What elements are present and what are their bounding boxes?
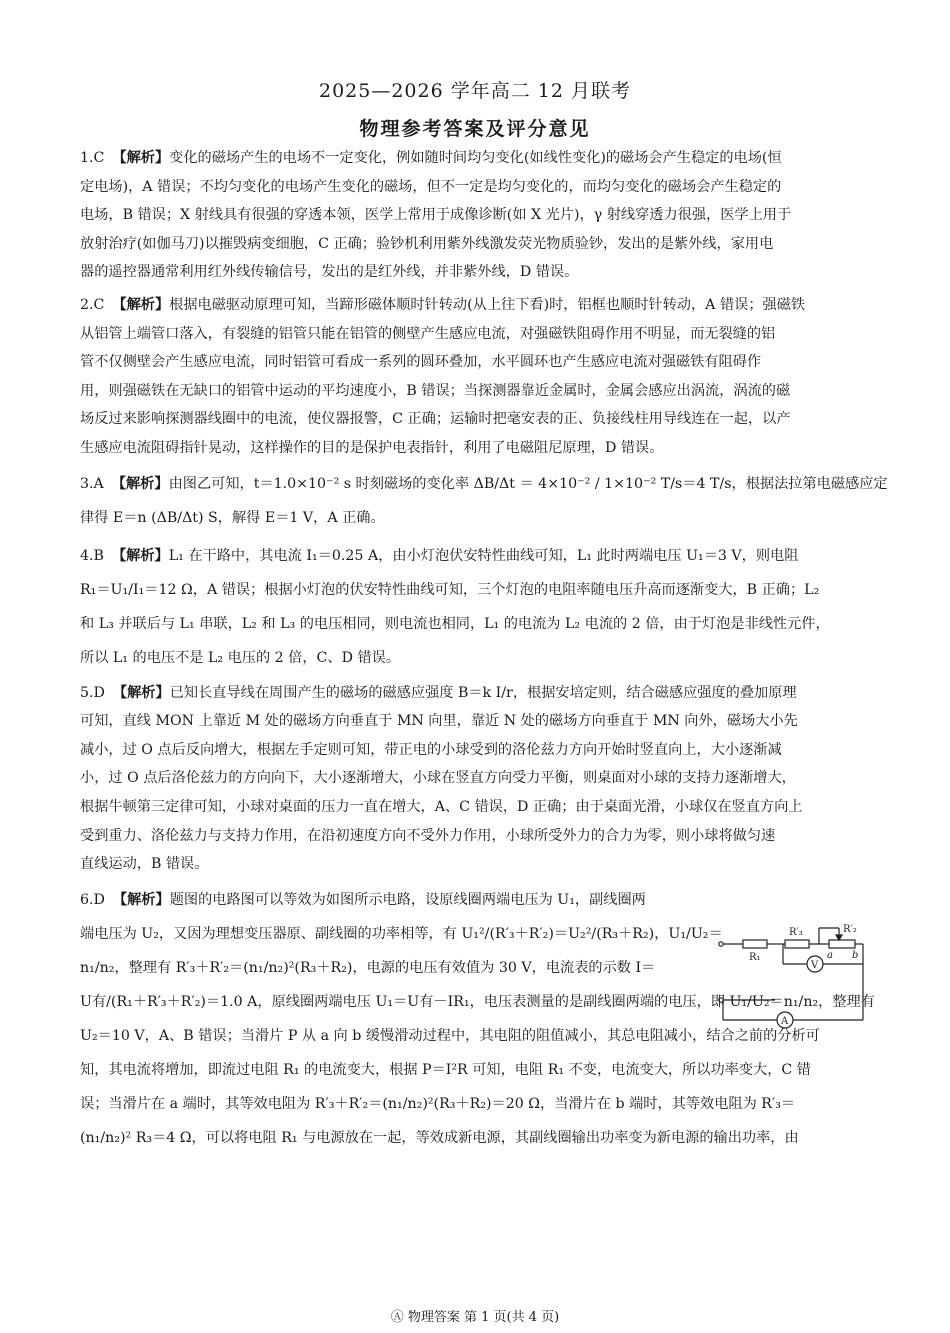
answer-line: 变化的磁场产生的电场不一定变化，例如随时间均匀变化(如线性变化)的磁场会产生稳定的电场(恒 xyxy=(169,150,782,166)
answer-number: 5.D xyxy=(80,684,105,701)
label-b: b xyxy=(852,950,859,961)
label-a: a xyxy=(827,950,833,961)
answer-line: 器的遥控器通常利用红外线传输信号，发出的是红外线，并非紫外线，D 错误。 xyxy=(80,264,579,281)
answer-line: 定电场)，A 错误；不均匀变化的电场产生变化的磁场，但不一定是均匀变化的，而均匀变化的磁场会产生稳定的 xyxy=(80,178,782,195)
slider-arrow-icon xyxy=(836,935,842,940)
answer-line: 场反过来影响探测器线圈中的电流，使仪器报警，C 正确；运输时把毫安表的正、负接线柱用导线连在一起，以产 xyxy=(80,411,791,428)
answer-number: 3.A xyxy=(80,475,104,492)
answer-line: 由图乙可知，t＝1.0×10⁻² s 时刻磁场的变化率 ΔB/Δt ＝ 4×10⁻² / 1×10⁻² T/s＝4 T/s，根据法拉第电磁感应定 xyxy=(168,475,888,492)
answer-line: 管不仅侧壁会产生感应电流，同时铝管可看成一系列的圆环叠加，水平圆环也产生感应电流对强磁铁有阻碍作 xyxy=(80,354,762,371)
page-footer: Ⓐ 物理答案 第 1 页(共 4 页) xyxy=(390,1310,560,1325)
answer-item-3 xyxy=(80,467,888,535)
answer-line: 题图的电路图可以等效为如图所示电路，设原线圈两端电压为 U₁，副线圈两 xyxy=(169,891,646,908)
answer-line: 用，则强磁铁在无缺口的铝管中运动的平均速度小，B 错误；当探测器靠近金属时，金属会感应出涡流，涡流的磁 xyxy=(80,382,791,399)
answer-line: (n₁/n₂)² R₃＝4 Ω，可以将电阻 R₁ 与电源放在一起，等效成新电源，其副线圈输出功率变为新电源的输出功率，由 xyxy=(80,1129,799,1146)
exam-title: 2025—2026 学年高二 12 月联考 xyxy=(318,80,631,102)
answer-number: 1.C xyxy=(80,150,105,166)
answer-item-4 xyxy=(80,539,872,675)
answer-line: n₁/n₂，整理有 R′₃＋R′₂＝(n₁/n₂)²(R₃＋R₂)，电源的电压有效值为 30 V，电流表的示数 I＝ xyxy=(80,959,656,976)
resistor-r3 xyxy=(785,940,809,948)
answer-line: 电场，B 错误；X 射线具有很强的穿透本领，医学上常用于成像诊断(如 X 光片)，γ 射线穿透力很强，医学上用于 xyxy=(80,207,792,224)
answer-line: 小，过 O 点后洛伦兹力的方向向下，大小逐渐增大，小球在竖直方向受力平衡，则桌面对小球的支持力逐渐增大， xyxy=(80,770,796,787)
answer-line: 受到重力、洛伦兹力与支持力作用，在沿初速度方向不受外力作用，小球所受外力的合力为零，则小球将做匀速 xyxy=(80,827,776,844)
answer-number: 6.D xyxy=(80,891,105,908)
page-subtitle: 物理参考答案及评分意见 xyxy=(359,118,591,140)
answer-item-5 xyxy=(80,679,872,879)
answer-line: 直线运动，B 错误。 xyxy=(80,856,209,873)
circuit-diagram xyxy=(715,920,875,1030)
analysis-tag: 【解析】 xyxy=(112,891,170,908)
answer-line: 误；当滑片在 a 端时，其等效电阻为 R′₃＋R′₂＝(n₁/n₂)²(R₃＋R₂)＝20 Ω，当滑片在 b 端时，其等效电阻为 R′₃＝ xyxy=(80,1095,796,1112)
analysis-tag: 【解析】 xyxy=(112,296,170,313)
answer-number: 4.B xyxy=(80,547,104,564)
answer-item-1 xyxy=(80,144,872,287)
label-voltmeter: V xyxy=(811,960,819,971)
answer-line: 根据电磁驱动原理可知，当蹄形磁体顺时针转动(从上往下看)时，铝框也顺时针转动，A 错误；强磁铁 xyxy=(169,296,806,313)
resistor-r1 xyxy=(743,940,767,948)
analysis-tag: 【解析】 xyxy=(111,475,169,492)
answer-item-2 xyxy=(80,291,872,463)
answer-line: 端电压为 U₂，又因为理想变压器原、副线圈的功率相等，有 U₁²/(R′₃＋R′₂)＝U₂²/(R₃＋R₂)，U₁/U₂＝ xyxy=(80,925,723,942)
answer-line: 减小，过 O 点后反向增大，根据左手定则可知，带正电的小球受到的洛伦兹力方向开始时竖直向上，大小逐渐减 xyxy=(80,741,782,758)
analysis-tag: 【解析】 xyxy=(112,684,170,701)
answer-line: 生感应电流阻碍指针晃动，这样操作的目的是保护电表指针，利用了电磁阻尼原理，D 错误。 xyxy=(80,439,664,456)
answer-line: U有/(R₁＋R′₃＋R′₂)＝1.0 A，原线圈两端电压 U₁＝U有－IR₁，电压表测量的是副线圈两端的电压，即 U₁/U₂＝n₁/n₂，整理有 xyxy=(80,993,875,1010)
answer-line: 知，其电流将增加，即流过电阻 R₁ 的电流变大，根据 P＝I²R 可知，电阻 R₁ 不变，电流变大，所以功率变大，C 错 xyxy=(80,1061,811,1078)
answer-line: U₂＝10 V，A、B 错误；当滑片 P 从 a 向 b 缓慢滑动过程中，其电阻的阻值减小，其总电阻减小，结合之前的分析可 xyxy=(80,1027,820,1044)
label-ammeter: A xyxy=(781,1016,789,1027)
answer-line: 所以 L₁ 的电压不是 L₂ 电压的 2 倍，C、D 错误。 xyxy=(80,649,401,666)
answer-line: 和 L₃ 并联后与 L₁ 串联，L₂ 和 L₃ 的电压相同，则电流也相同，L₁ 的电流为 L₂ 电流的 2 倍，由于灯泡是非线性元件， xyxy=(80,615,830,632)
answer-line: 根据牛顿第三定律可知，小球对桌面的压力一直在增大，A、C 错误，D 正确；由于桌面光滑，小球仅在竖直方向上 xyxy=(80,798,803,815)
answer-line: L₁ 在干路中，其电流 I₁＝0.25 A，由小灯泡伏安特性曲线可知，L₁ 此时两端电压 U₁＝3 V，则电阻 xyxy=(168,547,799,564)
analysis-tag: 【解析】 xyxy=(112,150,170,166)
answer-line: R₁＝U₁/I₁＝12 Ω，A 错误；根据小灯泡的伏安特性曲线可知，三个灯泡的电阻率随电压升高而逐渐变大，B 正确；L₂ xyxy=(80,581,820,598)
analysis-tag: 【解析】 xyxy=(111,547,169,564)
answer-line: 可知，直线 MON 上靠近 M 处的磁场方向垂直于 MN 向里，靠近 N 处的磁场方向垂直于 MN 向外，磁场大小先 xyxy=(80,713,798,730)
resistor-r2-slider xyxy=(829,940,855,948)
terminal-top xyxy=(719,942,723,946)
answer-line: 律得 E＝n (ΔB/Δt) S，解得 E＝1 V，A 正确。 xyxy=(80,509,385,526)
answer-line: 从铝管上端管口落入，有裂缝的铝管只能在铝管的侧壁产生感应电流，对强磁铁阻碍作用不明显，而无裂缝的铝 xyxy=(80,325,776,342)
answer-line: 已知长直导线在周围产生的磁场的磁感应强度 B＝k I/r，根据安培定则，结合磁感应强度的叠加原理 xyxy=(169,684,797,701)
answer-line: 放射治疗(如伽马刀)以摧毁病变细胞，C 正确；验钞机利用紫外线激发荧光物质验钞，发出的是紫外线，家用电 xyxy=(80,235,774,252)
answer-number: 2.C xyxy=(80,296,105,313)
label-r2: R′₂ xyxy=(843,924,857,935)
label-r3: R′₃ xyxy=(789,927,803,938)
label-r1: R₁ xyxy=(749,952,761,963)
